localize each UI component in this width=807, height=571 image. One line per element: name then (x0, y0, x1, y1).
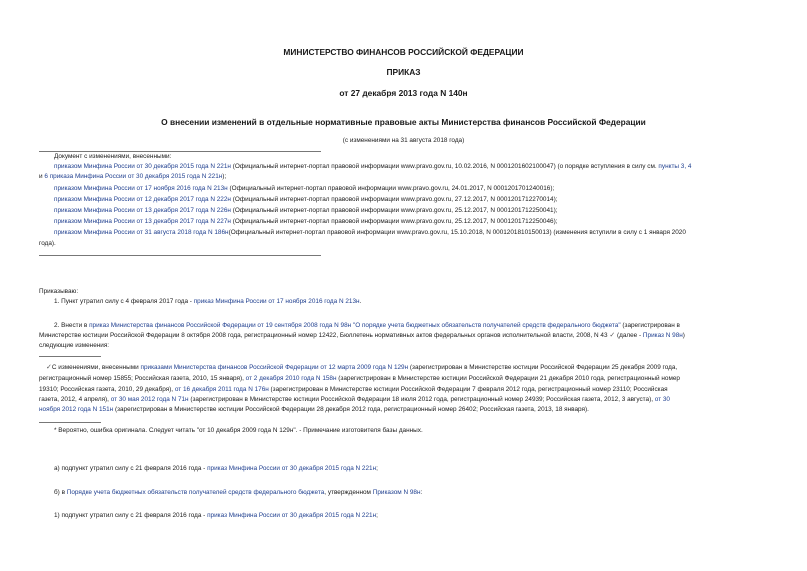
note-line: ноября 2012 года N 151н (зарегистрирован в Министерстве юстиции Российской Федерации 28 декабря 2012 года, регистрационный номер 26402; Российская газета, 2013, 18 января). (39, 406, 589, 413)
note-link[interactable]: от 2 декабря 2010 года N 158н (245, 375, 337, 382)
change-link[interactable]: пункты 3, 4 (658, 163, 692, 170)
change-item: приказом Минфина России от 12 декабря 2017 года N 222н (Официальный интернет-портал правовой информации www.pravo.gov.ru, 27.12.2017, N 0001201712270014); (54, 196, 558, 203)
note-line: газета, 2012, 4 апреля), от 30 мая 2012 года N 71н (зарегистрирован в Министерстве юстиции Российской Федерации 18 июля 2012 года, регистрационный номер 24939; Российская газета, 2012, 3 августа), от 30 (39, 396, 670, 403)
change-item-cont: и 6 приказа Минфина России от 30 декабря 2015 года N 221н); (39, 173, 227, 180)
order-word: Приказываю: (39, 288, 79, 295)
p2-link[interactable]: приказ Министерства финансов Российской Федерации от 19 сентября 2008 года N 98н "О порядке учета бюджетных обязательств получателей средств федерального бюджета" (89, 322, 621, 329)
paragraph-2-line2: Министерстве юстиции Российской Федерации 8 октября 2008 года, регистрационный номер 12422, Бюллетень нормативных актов федеральных органов исполнительной власти, 2008, N 43 ✓ (далее - Приказ N 98н) (39, 332, 685, 339)
subitem-1-link[interactable]: приказ Минфина России от 30 декабря 2015 года N 221н (207, 512, 377, 519)
paragraph-2: 2. Внести в приказ Министерства финансов Российской Федерации от 19 сентября 2008 года N 98н "О порядке учета бюджетных обязательств получателей средств федерального бюджета" (зарегистрирован в (54, 322, 680, 329)
p2-order98-link[interactable]: Приказ N 98н (642, 332, 683, 339)
note-link[interactable]: от 30 (654, 396, 670, 403)
edition-note: (с изменениями на 31 августа 2018 года) (342, 137, 465, 144)
change-link[interactable]: приказом Минфина России от 13 декабря 2017 года N 226н (54, 207, 231, 214)
change-link[interactable]: приказом Минфина России от 30 декабря 2015 года N 221н (54, 163, 231, 170)
subitem-b-order-link[interactable]: Приказом N 98н (372, 489, 421, 496)
divider (39, 255, 321, 256)
subitem-a: а) подпункт утратил силу с 21 февраля 2016 года - приказ Минфина России от 30 декабря 2015 года N 221н; (54, 465, 378, 472)
p1-link[interactable]: приказ Минфина России от 17 ноября 2016 года N 213н (193, 298, 360, 305)
change-item: приказом Минфина России от 30 декабря 2015 года N 221н (Официальный интернет-портал правовой информации www.pravo.gov.ru, 10.02.2016, N 0001201602100047) (о порядке вступления в силу см. пункты 3, 4 (54, 163, 692, 170)
change-link[interactable]: приказом Минфина России от 31 августа 2018 года N 186н (54, 229, 229, 236)
change-item-cont: года). (39, 240, 56, 247)
change-link[interactable]: приказом Минфина России от 17 ноября 2016 года N 213н (54, 185, 228, 192)
note-link[interactable]: ноября 2012 года N 151н (39, 406, 114, 413)
note-divider (39, 356, 101, 357)
note-line: 19310; Российская газета, 2010, 29 декабря), от 16 декабря 2011 года N 176н (зарегистрирован в Министерстве юстиции Российской Федерации 7 февраля 2012 года, регистрационный номер 23110; Российская (39, 386, 668, 393)
note-link[interactable]: от 30 мая 2012 года N 71н (110, 396, 189, 403)
check-mark-icon: ✓ (609, 332, 616, 339)
change-link[interactable]: приказом Минфина России от 13 декабря 2017 года N 227н (54, 218, 231, 225)
subitem-a-link[interactable]: приказ Минфина России от 30 декабря 2015 года N 221н (207, 465, 377, 472)
footnote: * Вероятно, ошибка оригинала. Следует читать "от 10 декабря 2009 года N 129н". - Примечание изготовителя базы данных. (54, 427, 423, 434)
doc-title: О внесении изменений в отдельные нормативные правовые акты Министерства финансов Российской Федерации (161, 117, 646, 127)
paragraph-2-line3: следующие изменения: (39, 342, 110, 349)
changes-intro: Документ с изменениями, внесенными: (54, 153, 172, 160)
check-mark-icon: ✓ (46, 364, 52, 371)
footnote-divider (39, 422, 101, 423)
subitem-b-link[interactable]: Порядке учета бюджетных обязательств получателей средств федерального бюджета (66, 489, 325, 496)
paragraph-1: 1. Пункт утратил силу с 4 февраля 2017 года - приказ Минфина России от 17 ноября 2016 года N 213н. (54, 298, 362, 305)
subitem-b: б) в Порядке учета бюджетных обязательств получателей средств федерального бюджета, утвержденном Приказом N 98н: (54, 489, 423, 496)
change-item: приказом Минфина России от 17 ноября 2016 года N 213н (Официальный интернет-портал правовой информации www.pravo.gov.ru, 24.01.2017, N 0001201701240016); (54, 185, 555, 192)
change-link[interactable]: приказом Минфина России от 12 декабря 2017 года N 222н (54, 196, 231, 203)
note-line: ✓С изменениями, внесенными приказами Министерства финансов Российской Федерации от 12 марта 2009 года N 129н (зарегистрирован в Министерстве юстиции Российской Федерации 25 декабря 2009 года, (46, 364, 678, 371)
ministry-heading: МИНИСТЕРСТВО ФИНАНСОВ РОССИЙСКОЙ ФЕДЕРАЦИИ (283, 47, 524, 57)
change-item: приказом Минфина России от 13 декабря 2017 года N 226н (Официальный интернет-портал правовой информации www.pravo.gov.ru, 25.12.2017, N 0001201712250041); (54, 207, 558, 214)
note-line: регистрационный номер 15855; Российская газета, 2010, 15 января), от 2 декабря 2010 года N 158н (зарегистрирован в Министерстве юстиции Российской Федерации 21 декабря 2010 года, регистрационный номер (39, 375, 680, 382)
note-link[interactable]: от 16 декабря 2011 года N 176н (174, 386, 269, 393)
change-item: приказом Минфина России от 31 августа 2018 года N 186н(Официальный интернет-портал правовой информации www.pravo.gov.ru, 15.10.2018, N 0001201810150013) (изменения вступили в силу с 1 января 2020 (54, 229, 686, 236)
doc-type-heading: ПРИКАЗ (386, 67, 421, 77)
note-link[interactable]: приказами Министерства финансов Российской Федерации от 12 марта 2009 года N 129н (140, 364, 409, 371)
doc-date-number: от 27 декабря 2013 года N 140н (339, 88, 468, 98)
change-item: приказом Минфина России от 13 декабря 2017 года N 227н (Официальный интернет-портал правовой информации www.pravo.gov.ru, 25.12.2017, N 0001201712250046); (54, 218, 558, 225)
change-link[interactable]: 6 приказа Минфина России от 30 декабря 2015 года N 221н (44, 173, 223, 180)
subitem-1: 1) подпункт утратил силу с 21 февраля 2016 года - приказ Минфина России от 30 декабря 2015 года N 221н; (54, 512, 378, 519)
